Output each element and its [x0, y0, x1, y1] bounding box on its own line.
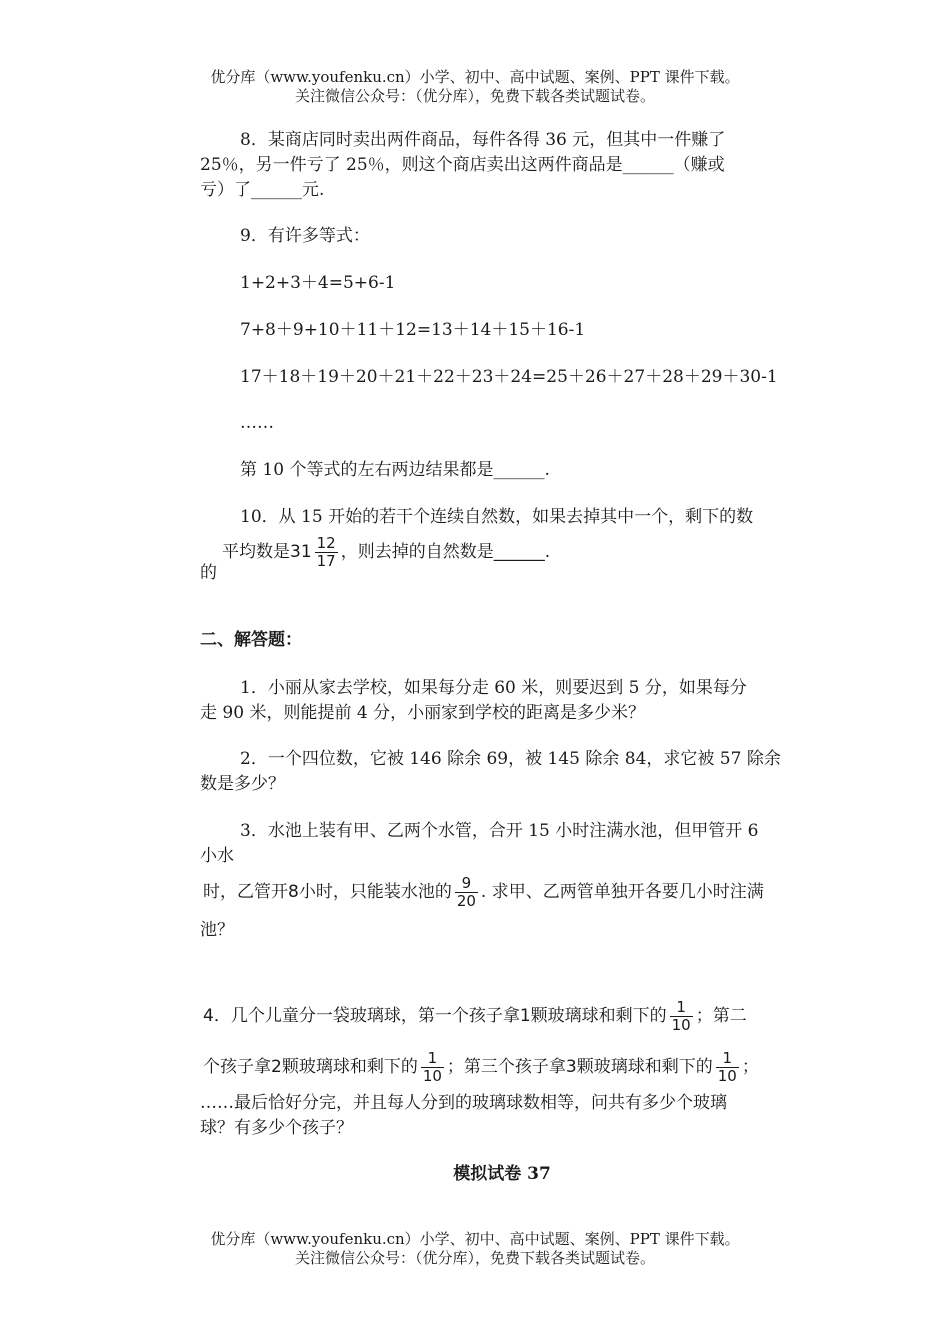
q9-equation-1: 1+2+3＋4=5+6-1	[240, 273, 396, 293]
a3-line-4: 池？	[200, 920, 234, 940]
q9-equation-2: 7+8＋9+10＋11＋12=13＋14＋15＋16-1	[240, 320, 586, 340]
a4-fraction-2	[421, 1050, 444, 1085]
a3-line-3-prefix: 时，乙管开8小时，只能装水池的	[203, 882, 452, 902]
q9-ellipsis: ……	[240, 413, 274, 433]
paper-title: 模拟试卷 37	[453, 1164, 551, 1184]
header-line-2: 关注微信公众号：（优分库），免费下载各类试题试卷。	[294, 87, 655, 105]
a4-fraction-2-numerator: 1	[427, 1048, 438, 1067]
a3-line-1: 3．水池上装有甲、乙两个水管，合开 15 小时注满水池，但甲管开 6	[240, 821, 759, 841]
a2-line-1: 2．一个四位数，它被 146 除余 69，被 145 除余 84，求它被 57 除余	[240, 749, 781, 769]
a4-line-2-suffix: ；	[741, 1057, 759, 1077]
footer-line-1: 优分库（www.youfenku.cn）小学、初中、高中试题、案例、PPT 课件下载。	[210, 1230, 740, 1248]
footer-line-2: 关注微信公众号：（优分库），免费下载各类试题试卷。	[294, 1249, 655, 1267]
header-line-1: 优分库（www.youfenku.cn）小学、初中、高中试题、案例、PPT 课件下载。	[210, 68, 740, 86]
a4-fraction-3	[716, 1050, 739, 1085]
a4-line-2-middle: ；第三个孩子拿3颗玻璃球和剩下的	[446, 1057, 713, 1077]
a4-fraction-1-denominator: 10	[671, 1015, 691, 1034]
a1-line-2: 走 90 米，则能提前 4 分，小丽家到学校的距离是多少米？	[200, 703, 646, 723]
a3-fraction	[455, 875, 478, 910]
a3-fraction-numerator: 9	[461, 873, 472, 892]
a1-line-1: 1．小丽从家去学校，如果每分走 60 米，则要迟到 5 分，如果每分	[240, 678, 747, 698]
q10-fraction-denominator: 17	[316, 551, 336, 570]
q10-average-prefix: 平均数是31	[222, 542, 312, 562]
a4-fraction-1	[670, 999, 693, 1034]
a4-fraction-3-numerator: 1	[722, 1048, 733, 1067]
a3-line-2: 小水	[200, 846, 234, 866]
a4-line-2	[203, 1047, 759, 1087]
a4-line-1-prefix: 4．几个儿童分一袋玻璃球，第一个孩子拿1颗玻璃球和剩下的	[203, 1006, 667, 1026]
a4-fraction-1-numerator: 1	[676, 997, 686, 1016]
q10-fraction	[315, 535, 338, 570]
q8-line-3: 亏）了______元.	[200, 180, 325, 200]
a4-line-2-prefix: 个孩子拿2颗玻璃球和剩下的	[203, 1057, 418, 1077]
q10-fraction-numerator: 12	[316, 533, 336, 552]
a4-line-1	[203, 996, 747, 1036]
q10-average-line	[222, 532, 550, 572]
a4-line-3: ……最后恰好分完，并且每人分到的玻璃球数相等，问共有多少个玻璃	[200, 1093, 727, 1113]
q10-line-1: 10．从 15 开始的若干个连续自然数，如果去掉其中一个，剩下的数	[240, 507, 754, 527]
a4-fraction-3-denominator: 10	[717, 1066, 737, 1085]
a3-line-3-suffix: . 求甲、乙两管单独开各要几小时注满	[480, 882, 764, 902]
a4-fraction-2-denominator: 10	[422, 1066, 442, 1085]
q10-de: 的	[200, 563, 217, 583]
q9-equation-3: 17＋18＋19＋20＋21＋22＋23＋24=25＋26＋27＋28＋29＋30-1	[240, 367, 778, 387]
q8-line-1: 8．某商店同时卖出两件商品，每件各得 36 元，但其中一件赚了	[240, 130, 726, 150]
q9-intro: 9．有许多等式：	[240, 226, 370, 246]
a2-line-2: 数是多少？	[200, 774, 285, 794]
a4-line-1-suffix: ；第二	[695, 1006, 747, 1026]
q10-average-suffix: ，则去掉的自然数是______.	[340, 542, 551, 562]
q8-line-2: 25％，另一件亏了 25％，则这个商店卖出这两件商品是______（赚或	[200, 155, 725, 175]
a4-line-4: 球？有多少个孩子？	[200, 1118, 353, 1138]
a3-line-3	[203, 872, 764, 912]
a3-fraction-denominator: 20	[456, 891, 476, 910]
section-2-title: 二、解答题：	[200, 630, 302, 650]
q9-question: 第 10 个等式的左右两边结果都是______.	[240, 460, 550, 480]
